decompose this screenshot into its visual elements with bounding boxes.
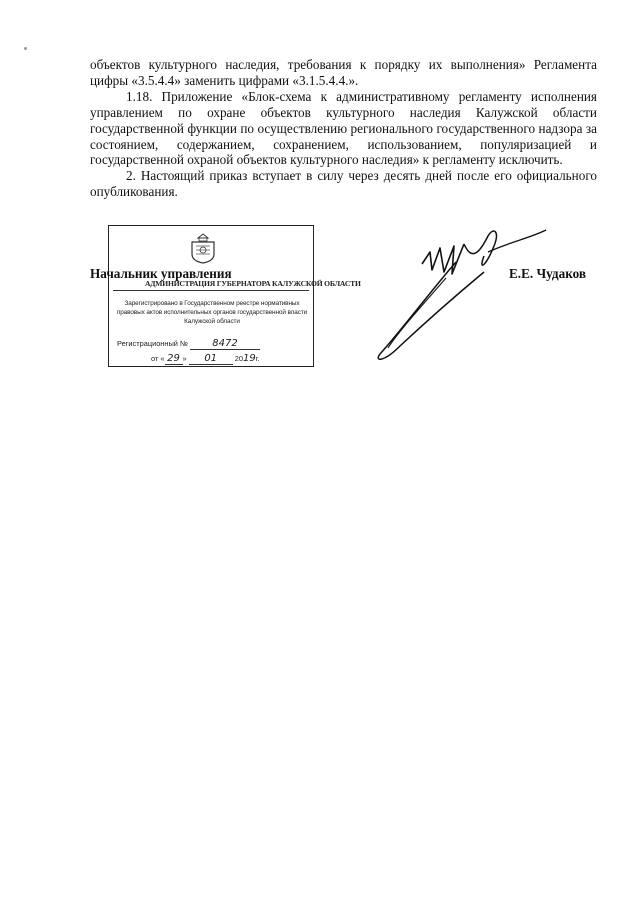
registration-number-label: Регистрационный № — [117, 339, 188, 348]
document-body — [90, 57, 597, 200]
stamp-header: АДМИНИСТРАЦИЯ ГУБЕРНАТОРА КАЛУЖСКОЙ ОБЛАСТИ — [145, 279, 361, 288]
scan-speck — [24, 47, 27, 50]
date-prefix: от « — [151, 354, 165, 363]
date-month: 01 — [189, 353, 233, 365]
registration-stamp — [108, 225, 361, 367]
date-year-handwritten: 19 — [242, 353, 256, 364]
signer-name: Е.Е. Чудаков — [509, 266, 586, 281]
paragraph-item-2: 2. Настоящий приказ вступает в силу через десять дней после его официального опубликования. — [90, 168, 597, 200]
signer-title: Начальник управления — [90, 266, 232, 281]
date-year-prefix: 20 — [234, 354, 243, 363]
stamp-registration-number-row — [117, 338, 260, 350]
handwritten-signature — [360, 222, 550, 367]
paragraph-continuation: объектов культурного наследия, требования к порядку их выполнения» Регламента цифры «3.5.4.4» заменить цифрами «3.1.5.4.4.». — [90, 57, 597, 88]
stamp-registration-text: Зарегистрировано в Государственном реестре нормативных правовых актов исполнительных органов государственной власти Калужской области — [116, 300, 308, 325]
coat-of-arms-icon — [189, 232, 217, 264]
stamp-date-row — [151, 353, 260, 365]
date-suffix: г. — [255, 354, 260, 363]
paragraph-item-1-18: 1.18. Приложение «Блок-схема к административному регламенту исполнения управлением по охране объектов культурного наследия Калужской области государственной функции по осуществлению регионального государственного надзора за состоянием, содержанием, сохранением, использованием, популяризацией и государственной охраной объектов культурного наследия» к регламенту исключить. — [90, 88, 597, 168]
date-day: 29 — [165, 353, 183, 365]
stamp-divider — [113, 290, 309, 291]
registration-number-value: 8472 — [190, 338, 260, 350]
date-mid: » — [182, 354, 187, 363]
